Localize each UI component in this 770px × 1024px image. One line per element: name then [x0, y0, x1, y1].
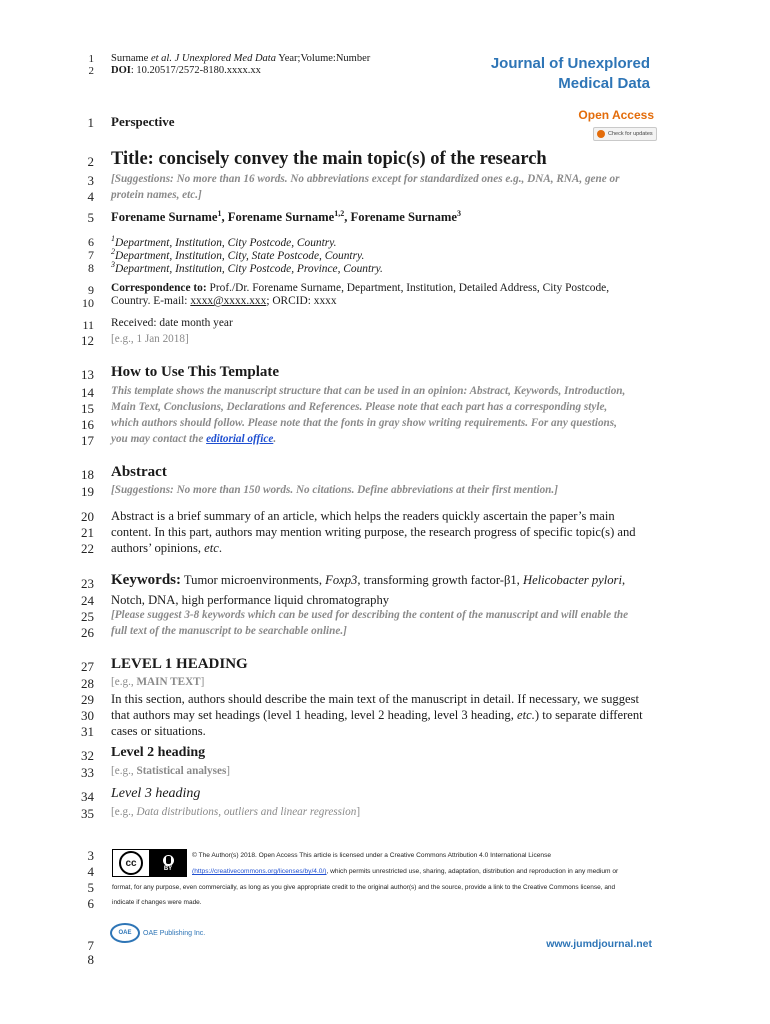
example-prefix: [e.g., [111, 676, 137, 688]
keyword-text: , [621, 573, 626, 587]
abstract-text: content. In this part, authors may mention writing purpose, the research progress of specific topic(s) and [111, 525, 636, 539]
line-number: 8 [88, 261, 94, 275]
line-number: 19 [81, 484, 94, 499]
line-number: 21 [81, 525, 94, 540]
line-number: 9 [88, 283, 94, 297]
level1-text [111, 707, 643, 723]
line-number: 35 [81, 806, 94, 821]
line-number: 18 [81, 467, 94, 482]
line-number: 7 [87, 938, 94, 953]
person-icon [163, 855, 174, 866]
example-value: MAIN TEXT [136, 676, 201, 688]
line-number: 13 [81, 367, 94, 382]
line-number: 26 [81, 625, 94, 640]
journal-name-line1: Journal of Unexplored [490, 55, 650, 72]
keywords-line [111, 572, 625, 589]
email-link[interactable]: xxxx@xxxx.xxx [190, 295, 267, 307]
abstract-text: Abstract is a brief summary of an article, which helps the readers quickly ascertain the paper’s main [111, 509, 615, 523]
affiliation-sup: 3 [111, 260, 115, 269]
line-number: 14 [81, 385, 94, 400]
level1-text: In this section, authors should describe the main text of the manuscript in detail. If necessary, we suggest [111, 692, 639, 706]
abstract-suggestion: [Suggestions: No more than 150 words. No citations. Define abbreviations at their first mention.] [111, 484, 558, 496]
journal-website-link[interactable]: www.jumdjournal.net [546, 938, 652, 950]
line-number: 25 [81, 609, 94, 624]
received-example: [e.g., 1 Jan 2018] [111, 333, 189, 345]
line-number: 1 [87, 115, 94, 130]
author-2-affil: 1,2 [334, 209, 345, 218]
cc-icon [113, 850, 150, 876]
level1-etc: etc. [517, 708, 535, 722]
line-number: 5 [87, 210, 94, 225]
line-number: 17 [81, 433, 94, 448]
author-3-affil: 3 [456, 209, 461, 218]
editorial-office-link[interactable]: editorial office [206, 433, 274, 445]
line-number: 1 [88, 53, 94, 65]
orcid-text: ; ORCID: xxxx [266, 295, 337, 307]
line-number: 24 [81, 593, 94, 608]
cc-by-license-badge[interactable] [112, 849, 187, 877]
section-heading-abstract: Abstract [111, 464, 167, 480]
line-number: 3 [87, 848, 94, 863]
check-updates-label: Check for updates [608, 131, 653, 137]
keywords-suggestion-cont: full text of the manuscript to be searchable online.] [111, 625, 347, 637]
by-icon [150, 850, 186, 876]
period: . [218, 541, 223, 555]
cc-icon-text: cc [119, 851, 143, 875]
line-number: 27 [81, 659, 94, 674]
affiliation-sup: 1 [111, 234, 115, 243]
license-text: , which permits unrestricted use, sharing, adaptation, distribution and reproduction in any medium or [326, 868, 619, 875]
level2-heading: Level 2 heading [111, 745, 206, 760]
license-line-1: © The Author(s) 2018. Open Access This article is licensed under a Creative Commons Attribution 4.0 International License [192, 852, 552, 859]
publisher-name: OAE Publishing Inc. [143, 929, 206, 937]
received-date: Received: date month year [111, 317, 233, 329]
correspondence-line [111, 282, 609, 294]
how-to-contact: you may contact the [111, 433, 207, 445]
level1-heading: LEVEL 1 HEADING [111, 656, 248, 672]
level1-text-part: that authors may set headings (level 1 heading, level 2 heading, level 3 heading, [111, 708, 518, 722]
line-number: 7 [88, 248, 94, 262]
check-for-updates-button[interactable] [593, 127, 657, 141]
how-to-text-last [111, 433, 276, 445]
citation-prefix: Surname [111, 53, 151, 64]
line-number: 20 [81, 509, 94, 524]
how-to-text: This template shows the manuscript structure that can be used in an opinion: Abstract, Keywords, Introduction, [111, 385, 626, 397]
level1-text: cases or situations. [111, 724, 206, 738]
example-prefix: [e.g., [111, 765, 137, 777]
email-label: Country. E-mail: [111, 295, 191, 307]
level3-example [111, 806, 360, 818]
line-number: 12 [81, 333, 94, 348]
keyword-text: Tumor microenvironments, [181, 573, 326, 587]
example-suffix: ] [356, 806, 361, 818]
level3-heading: Level 3 heading [111, 786, 201, 801]
keyword-foxp3: Foxp3 [325, 573, 358, 587]
period: . [273, 433, 277, 445]
doi-label: DOI [111, 65, 131, 76]
abstract-text-last [111, 540, 222, 556]
line-number: 4 [87, 189, 94, 204]
level2-example [111, 765, 230, 777]
license-link[interactable]: (https://creativecommons.org/licenses/by/4.0/) [192, 868, 327, 875]
by-label: BY [163, 865, 173, 872]
affiliation-text: Department, Institution, City Postcode, Country. [115, 236, 337, 249]
level1-text-part: ) to separate different [534, 708, 643, 722]
citation-line [111, 53, 370, 64]
affiliation-text: Department, Institution, City, State Postcode, Country. [115, 249, 365, 262]
author-3: , Forename Surname [344, 210, 457, 225]
line-number: 34 [81, 789, 94, 804]
author-list [111, 209, 461, 225]
affiliation-3 [111, 260, 383, 275]
line-number: 6 [88, 235, 94, 249]
keyword-text: , transforming growth factor-β1, [357, 573, 523, 587]
example-suffix: ] [226, 765, 231, 777]
keywords-label: Keywords: [111, 572, 181, 588]
correspondence-line-2 [111, 295, 337, 307]
publisher-logo [110, 923, 205, 943]
affiliation-text: Department, Institution, City Postcode, Province, Country. [115, 262, 383, 275]
line-number: 28 [81, 676, 94, 691]
doi-value: : 10.20517/2572-8180.xxxx.xx [130, 65, 261, 76]
line-number: 16 [81, 417, 94, 432]
citation-journal: et al. J Unexplored Med Data [150, 53, 276, 64]
article-type: Perspective [111, 114, 175, 129]
correspondence-label: Correspondence to: [111, 282, 207, 294]
example-value: Statistical analyses [136, 765, 227, 777]
line-number: 2 [87, 154, 94, 169]
line-number: 31 [81, 724, 94, 739]
line-number: 30 [81, 708, 94, 723]
example-value: Data distributions, outliers and linear regression [136, 806, 357, 818]
crossmark-icon [597, 130, 605, 138]
line-number: 23 [81, 576, 94, 591]
citation-suffix: Year;Volume:Number [275, 53, 371, 64]
keywords-line-2: Notch, DNA, high performance liquid chromatography [111, 593, 390, 607]
example-prefix: [e.g., [111, 806, 137, 818]
keyword-h-pylori: Helicobacter pylori [522, 573, 622, 587]
open-access-label: Open Access [578, 108, 654, 122]
license-line-2 [192, 868, 618, 875]
line-number: 29 [81, 692, 94, 707]
keywords-suggestion: [Please suggest 3-8 keywords which can be used for describing the content of the manuscript and will enable the [111, 609, 629, 621]
author-1: Forename Surname [111, 210, 218, 225]
doi-line [111, 65, 261, 76]
title-suggestion-cont: protein names, etc.] [111, 189, 202, 201]
how-to-text: which authors should follow. Please note that the fonts in gray show writing requirements. For any questions, [111, 417, 617, 429]
line-number: 2 [88, 65, 94, 77]
affiliation-sup: 2 [111, 247, 115, 256]
line-number: 33 [81, 765, 94, 780]
abstract-etc: etc [204, 541, 219, 555]
level1-example [111, 676, 204, 688]
license-line-4: indicate if changes were made. [112, 899, 202, 906]
journal-name [491, 54, 650, 94]
section-heading-how-to: How to Use This Template [111, 364, 280, 380]
article-title: Title: concisely convey the main topic(s) of the research [111, 149, 547, 169]
line-number: 32 [81, 748, 94, 763]
line-number: 10 [82, 296, 94, 310]
line-number: 4 [87, 864, 94, 879]
line-number: 15 [81, 401, 94, 416]
how-to-text: Main Text, Conclusions, Declarations and References. Please note that each part has a corresponding style, [111, 401, 608, 413]
author-2: , Forename Surname [221, 210, 335, 225]
line-number: 5 [87, 880, 94, 895]
author-1-affil: 1 [217, 209, 222, 218]
example-suffix: ] [200, 676, 205, 688]
line-number: 8 [87, 952, 94, 967]
abstract-text: authors’ opinions, [111, 541, 205, 555]
title-suggestion: [Suggestions: No more than 16 words. No abbreviations except for standardized ones e.g., DNA, RNA, gene or [111, 173, 620, 185]
license-line-3: format, for any purpose, even commercially, as long as you give appropriate credit to the original author(s) and the source, provide a link to the Creative Commons license, and [112, 884, 616, 891]
oae-logo-icon: OAE [110, 923, 140, 943]
correspondence-text: Prof./Dr. Forename Surname, Department, Institution, Detailed Address, City Postcode, [206, 282, 610, 294]
line-number: 11 [82, 318, 94, 332]
journal-name-line2: Medical Data [558, 75, 650, 92]
line-number: 3 [87, 173, 94, 188]
line-number: 22 [81, 541, 94, 556]
line-number: 6 [87, 896, 94, 911]
